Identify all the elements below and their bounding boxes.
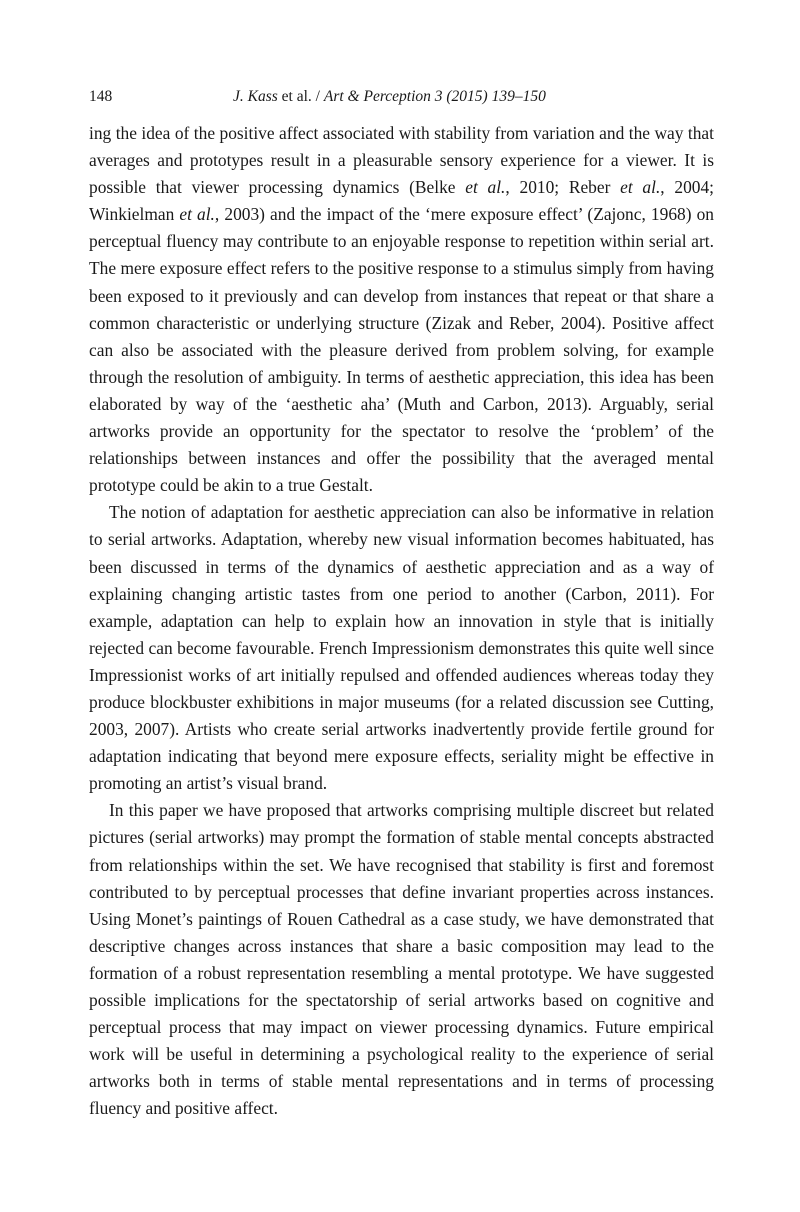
text-run: ing the idea of the positive affect associated with stability from variation and the way that averages and prototypes result in a pleasurable sensory experience for a viewer. It is possible that viewer processing dynamics (Belke (89, 123, 714, 198)
journal-citation (233, 86, 546, 108)
italic-text: et al. (465, 177, 506, 198)
italic-text: et al. (179, 204, 215, 225)
header-et-al: et al. / (277, 88, 324, 105)
running-head (89, 86, 714, 108)
italic-text: et al. (620, 177, 661, 198)
text-run: In this paper we have proposed that artworks comprising multiple discreet but related pictures (serial artworks) may prompt the formation of stable mental concepts abstracted from relationships within the set. We have recognised that stability is first and foremost contributed to by perceptual processes that define invariant properties across instances. Using Monet’s paintings of Rouen Cathedral as a case study, we have demonstrated that descriptive changes across instances that share a basic composition may lead to the formation of a robust representation resembling a mental prototype. We have suggested possible implications for the spectatorship of serial artworks based on cognitive and perceptual process that may impact on viewer processing dynamics. Future empirical work will be useful in determining a psychological reality to the experience of serial artworks both in terms of stable mental representations and in terms of processing fluency and positive affect. (89, 800, 714, 1119)
paragraph-adaptation (89, 499, 714, 797)
article-body (89, 120, 714, 1122)
text-run: , 2004; Winkielman (89, 177, 714, 225)
text-run: , 2003) and the impact of the ‘mere exposure effect’ (Zajonc, 1968) on perceptual fluency may contribute to an enjoyable response to repetition within serial art. The mere exposure effect refers to the positive response to a stimulus simply from having been exposed to it previously and can develop from instances that repeat or that share a common characteristic or underlying structure (Zizak and Reber, 2004). Positive affect can also be associated with the pleasure derived from problem solving, for example through the resolution of ambiguity. In terms of aesthetic appreciation, this idea has been elaborated by way of the ‘aesthetic aha’ (Muth and Carbon, 2013). Arguably, serial artworks provide an opportunity for the spectator to resolve the ‘problem’ of the relationships between instances and offer the possibility that the averaged mental prototype could be akin to a true Gestalt. (89, 204, 714, 496)
paragraph-conclusion (89, 797, 714, 1122)
paragraph-continuation (89, 120, 714, 499)
header-journal: Art & Perception 3 (2015) 139–150 (323, 88, 546, 105)
document-page (89, 86, 714, 1122)
text-run: The notion of adaptation for aesthetic appreciation can also be informative in relation to serial artworks. Adaptation, whereby new visual information becomes habituated, has been discussed in terms of the dynamics of aesthetic appreciation and as a way of explaining changing artistic tastes from one period to another (Carbon, 2011). For example, adaptation can help to explain how an innovation in style that is initially rejected can become favourable. French Impressionism demonstrates this quite well since Impressionist works of art initially repulsed and offended audiences whereas today they produce blockbuster exhibitions in major museums (for a related discussion see Cutting, 2003, 2007). Artists who create serial artworks inadvertently provide fertile ground for adaptation indicating that beyond mere exposure effects, seriality might be effective in promoting an artist’s visual brand. (89, 502, 714, 794)
header-authors: J. Kass (233, 88, 278, 105)
page-number: 148 (89, 88, 113, 105)
text-run: , 2010; Reber (505, 177, 621, 198)
